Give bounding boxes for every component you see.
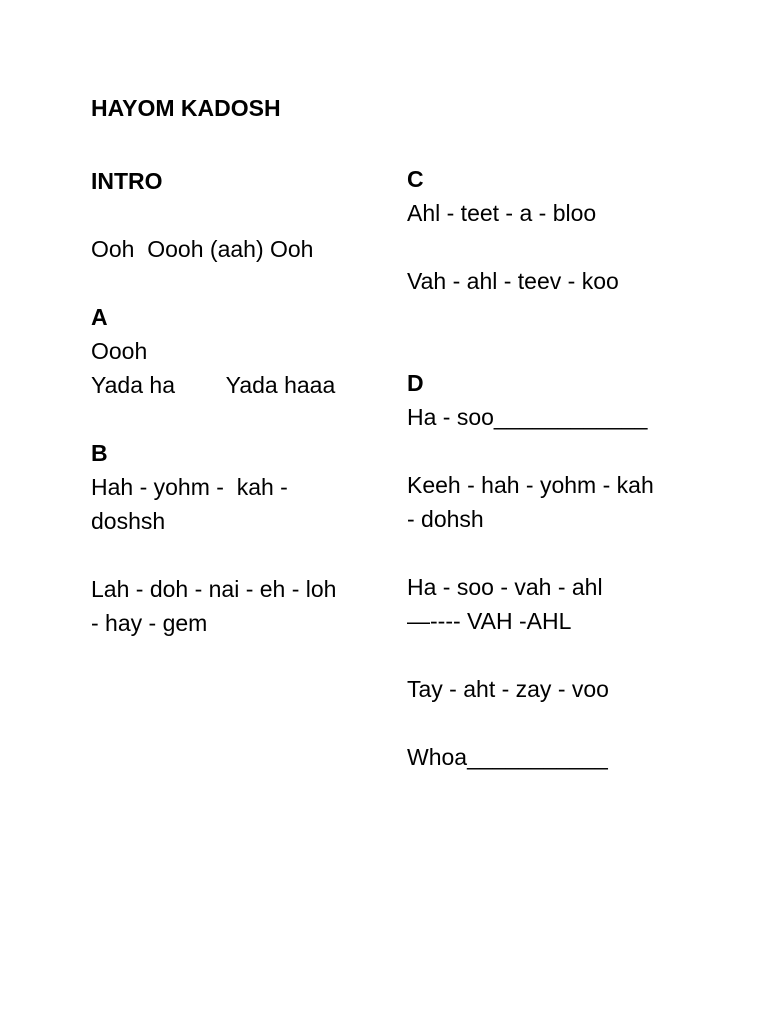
song-title: HAYOM KADOSH — [91, 95, 281, 121]
section-heading-intro: INTRO — [91, 168, 163, 194]
lyric-line: Ha - soo____________ — [407, 404, 648, 430]
lyric-line: - hay - gem — [91, 610, 208, 636]
spacer — [407, 536, 697, 570]
section-heading-a: A — [91, 304, 108, 330]
lyric-line: Whoa___________ — [407, 744, 608, 770]
lyric-line: Lah - doh - nai - eh - loh — [91, 576, 337, 602]
lyric-line: Tay - aht - zay - voo — [407, 676, 609, 702]
section-heading-c: C — [407, 166, 424, 192]
spacer — [407, 638, 697, 672]
right-column — [407, 162, 697, 774]
lyric-line: Ha - soo - vah - ahl — [407, 574, 603, 600]
lyric-line: Oooh — [91, 338, 148, 364]
left-column — [91, 164, 376, 640]
spacer — [91, 198, 376, 232]
spacer — [91, 538, 376, 572]
lyric-line: Hah - yohm - kah - — [91, 474, 288, 500]
lyric-line: Yada ha Yada haaa — [91, 372, 336, 398]
lyric-line: Ooh Oooh (aah) Ooh — [91, 236, 314, 262]
spacer — [407, 298, 697, 366]
lyric-line: doshsh — [91, 508, 166, 534]
spacer — [407, 230, 697, 264]
section-heading-b: B — [91, 440, 108, 466]
lyric-line: Vah - ahl - teev - koo — [407, 268, 619, 294]
lyric-line: Ahl - teet - a - bloo — [407, 200, 597, 226]
section-heading-d: D — [407, 370, 424, 396]
lyric-line: —---- VAH -AHL — [407, 608, 572, 634]
lyric-line: - dohsh — [407, 506, 484, 532]
spacer — [91, 402, 376, 436]
spacer — [407, 434, 697, 468]
spacer — [407, 706, 697, 740]
spacer — [91, 266, 376, 300]
lyric-line: Keeh - hah - yohm - kah — [407, 472, 654, 498]
